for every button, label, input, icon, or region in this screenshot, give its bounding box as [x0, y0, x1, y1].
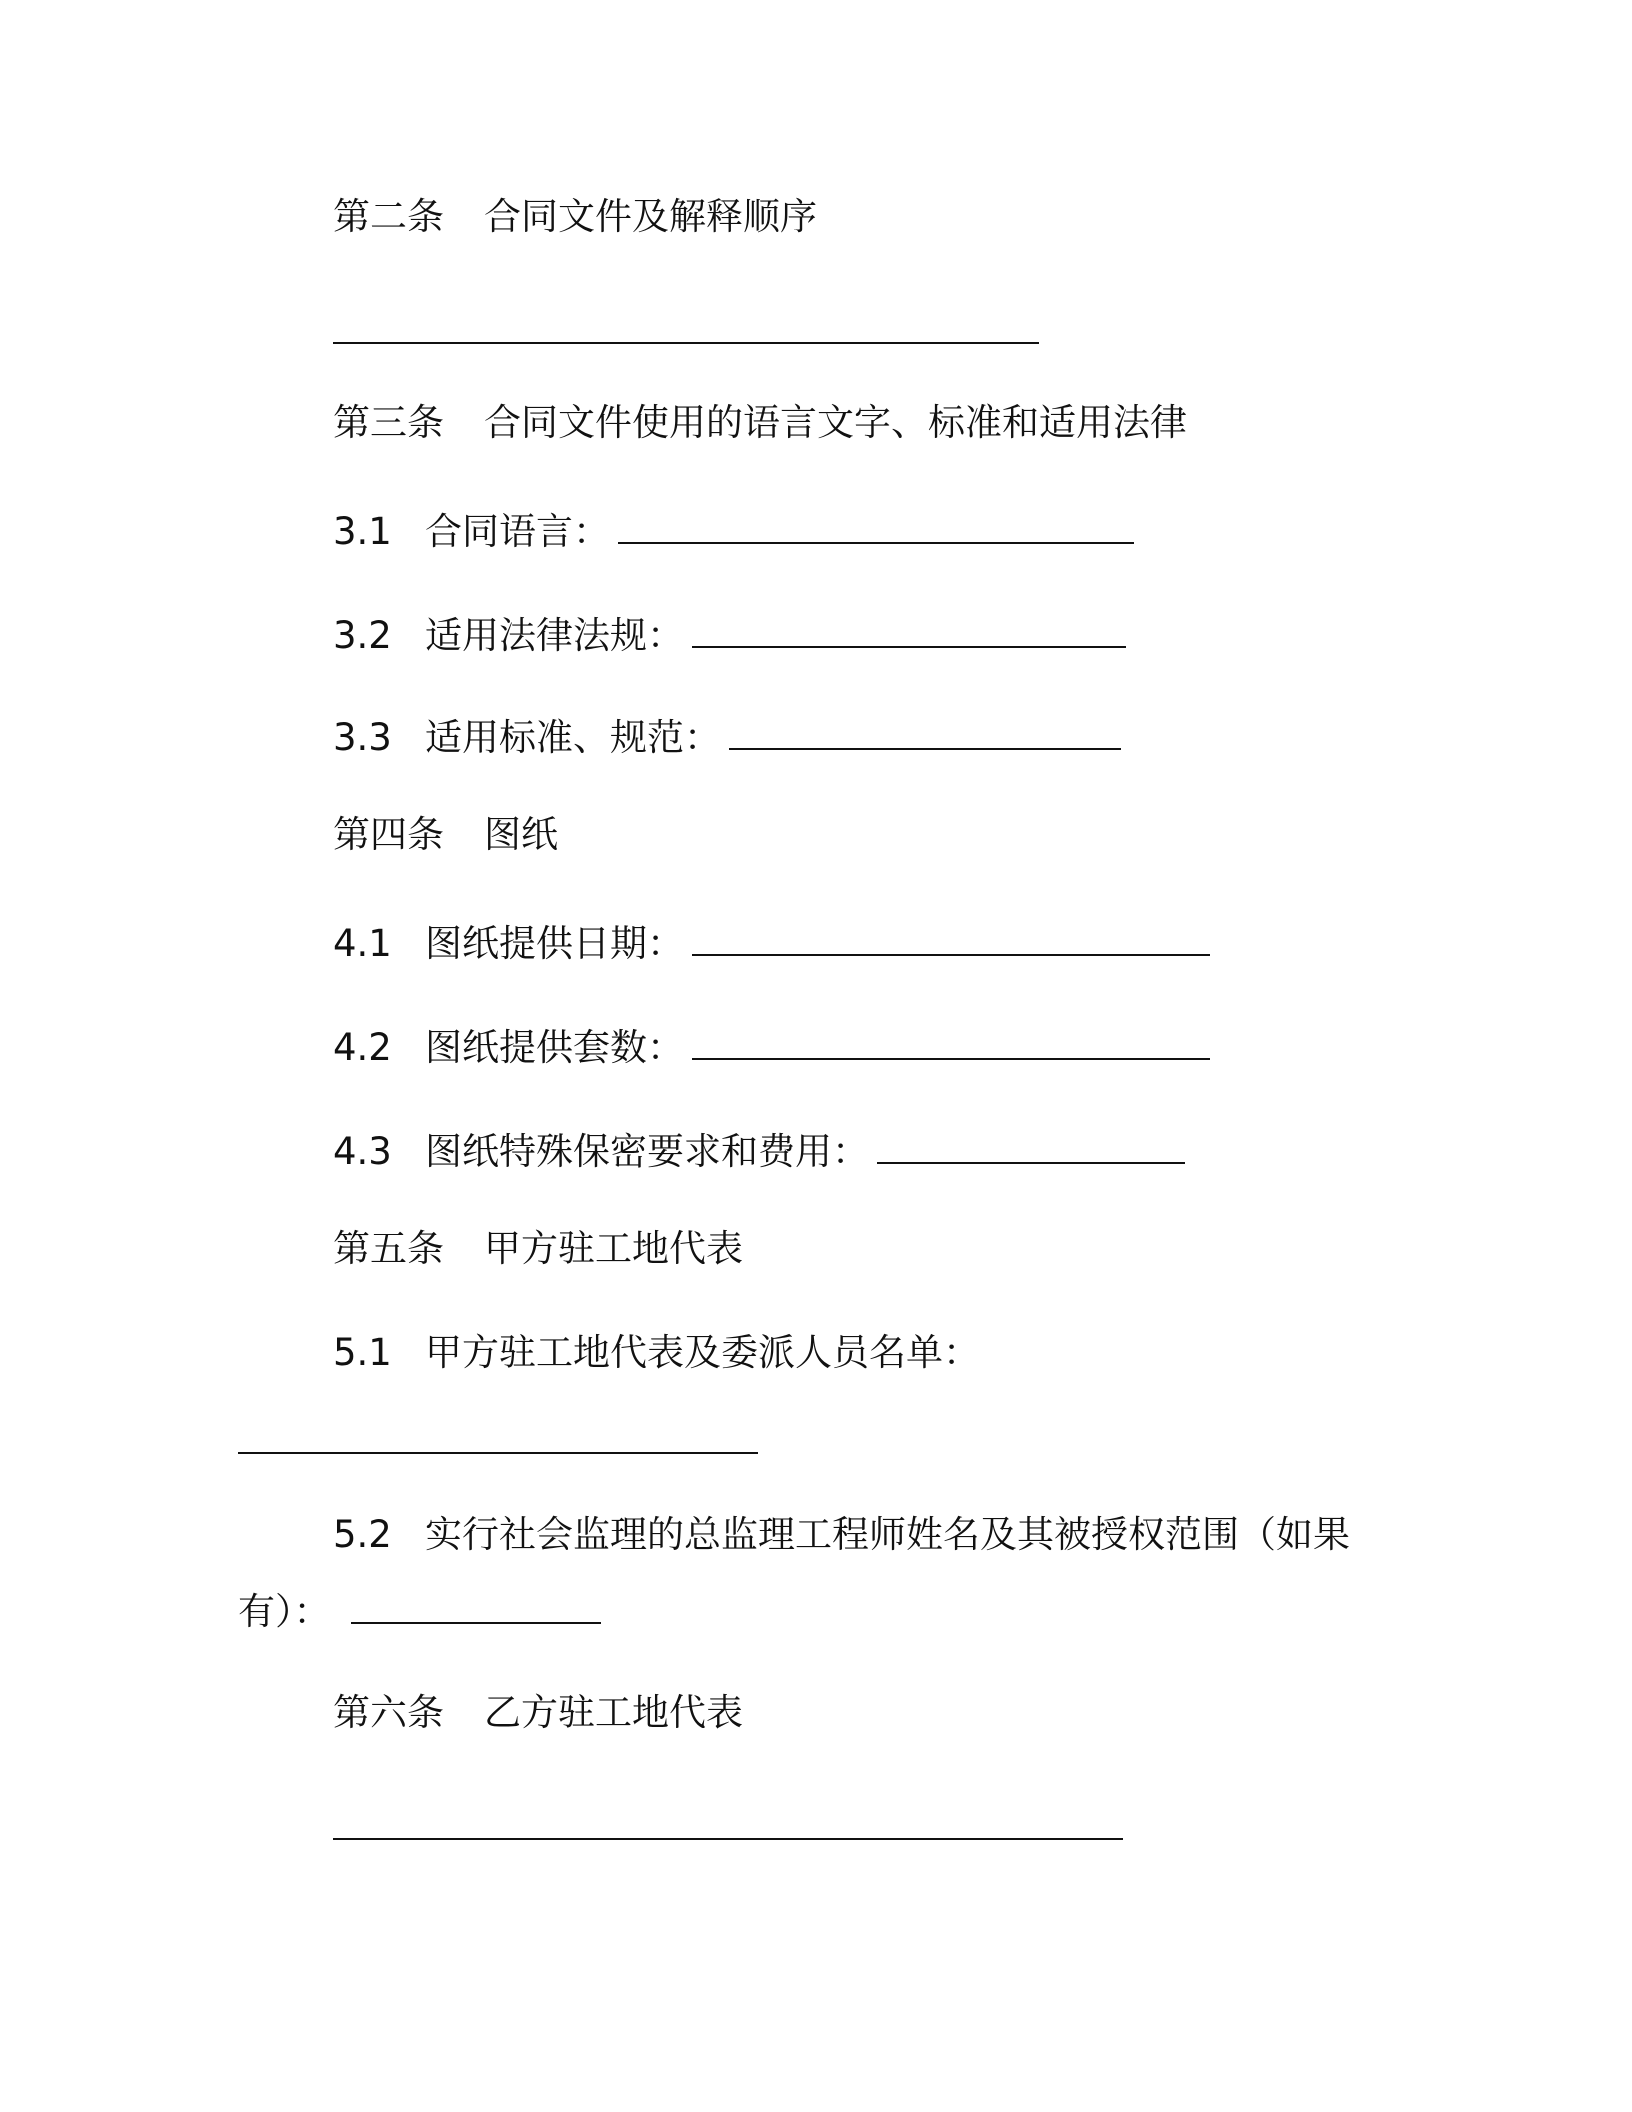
clause-5-2-continuation [238, 1588, 601, 1635]
clause-5-2-blank[interactable] [351, 1588, 601, 1624]
article-3-label: 第三条 [333, 401, 444, 444]
clause-4-3-number: 4.3 [333, 1130, 392, 1173]
article-3-title: 合同文件使用的语言文字、标准和适用法律 [484, 401, 1187, 444]
clause-4-1-blank[interactable] [692, 920, 1210, 956]
clause-4-2 [333, 1024, 1210, 1071]
clause-3-3-label: 适用标准、规范： [425, 716, 721, 759]
clause-3-3 [333, 714, 1121, 761]
clause-5-1 [333, 1330, 980, 1376]
clause-4-1 [333, 920, 1210, 967]
clause-5-1-number: 5.1 [333, 1331, 392, 1374]
clause-3-2-label: 适用法律法规： [425, 614, 684, 657]
clause-5-1-fill-line[interactable] [238, 1452, 758, 1454]
article-6-label: 第六条 [333, 1691, 444, 1734]
clause-3-3-blank[interactable] [729, 714, 1121, 750]
clause-5-2-label: 实行社会监理的总监理工程师姓名及其被授权范围（如果 [425, 1513, 1350, 1556]
clause-3-2-blank[interactable] [692, 612, 1126, 648]
clause-3-2 [333, 612, 1126, 659]
clause-4-3-blank[interactable] [877, 1128, 1185, 1164]
clause-3-1-blank[interactable] [618, 508, 1134, 544]
article-6-title: 乙方驻工地代表 [484, 1691, 743, 1734]
article-4-title: 图纸 [484, 813, 558, 856]
article-2-title: 合同文件及解释顺序 [484, 195, 817, 238]
clause-4-2-blank[interactable] [692, 1024, 1210, 1060]
clause-3-1-label: 合同语言： [425, 510, 610, 553]
clause-5-2-continuation-text: 有）： [238, 1590, 331, 1633]
article-6-fill-line[interactable] [333, 1838, 1123, 1840]
article-5-title: 甲方驻工地代表 [484, 1227, 743, 1270]
article-2-label: 第二条 [333, 195, 444, 238]
clause-4-3-label: 图纸特殊保密要求和费用： [425, 1130, 869, 1173]
clause-3-3-number: 3.3 [333, 716, 392, 759]
clause-5-2-number: 5.2 [333, 1513, 392, 1556]
clause-5-1-label: 甲方驻工地代表及委派人员名单： [425, 1331, 980, 1374]
article-5-heading [333, 1226, 743, 1272]
article-4-heading [333, 812, 558, 858]
clause-4-1-number: 4.1 [333, 922, 392, 965]
article-2-fill-line[interactable] [333, 342, 1039, 344]
article-2-heading [333, 194, 817, 240]
clause-3-1-number: 3.1 [333, 510, 392, 553]
article-6-heading [333, 1690, 743, 1736]
clause-4-2-label: 图纸提供套数： [425, 1026, 684, 1069]
clause-4-3 [333, 1128, 1185, 1175]
clause-5-2 [333, 1512, 1350, 1558]
clause-3-1 [333, 508, 1134, 555]
article-4-label: 第四条 [333, 813, 444, 856]
article-3-heading [333, 400, 1187, 446]
clause-4-1-label: 图纸提供日期： [425, 922, 684, 965]
clause-4-2-number: 4.2 [333, 1026, 392, 1069]
clause-3-2-number: 3.2 [333, 614, 392, 657]
article-5-label: 第五条 [333, 1227, 444, 1270]
